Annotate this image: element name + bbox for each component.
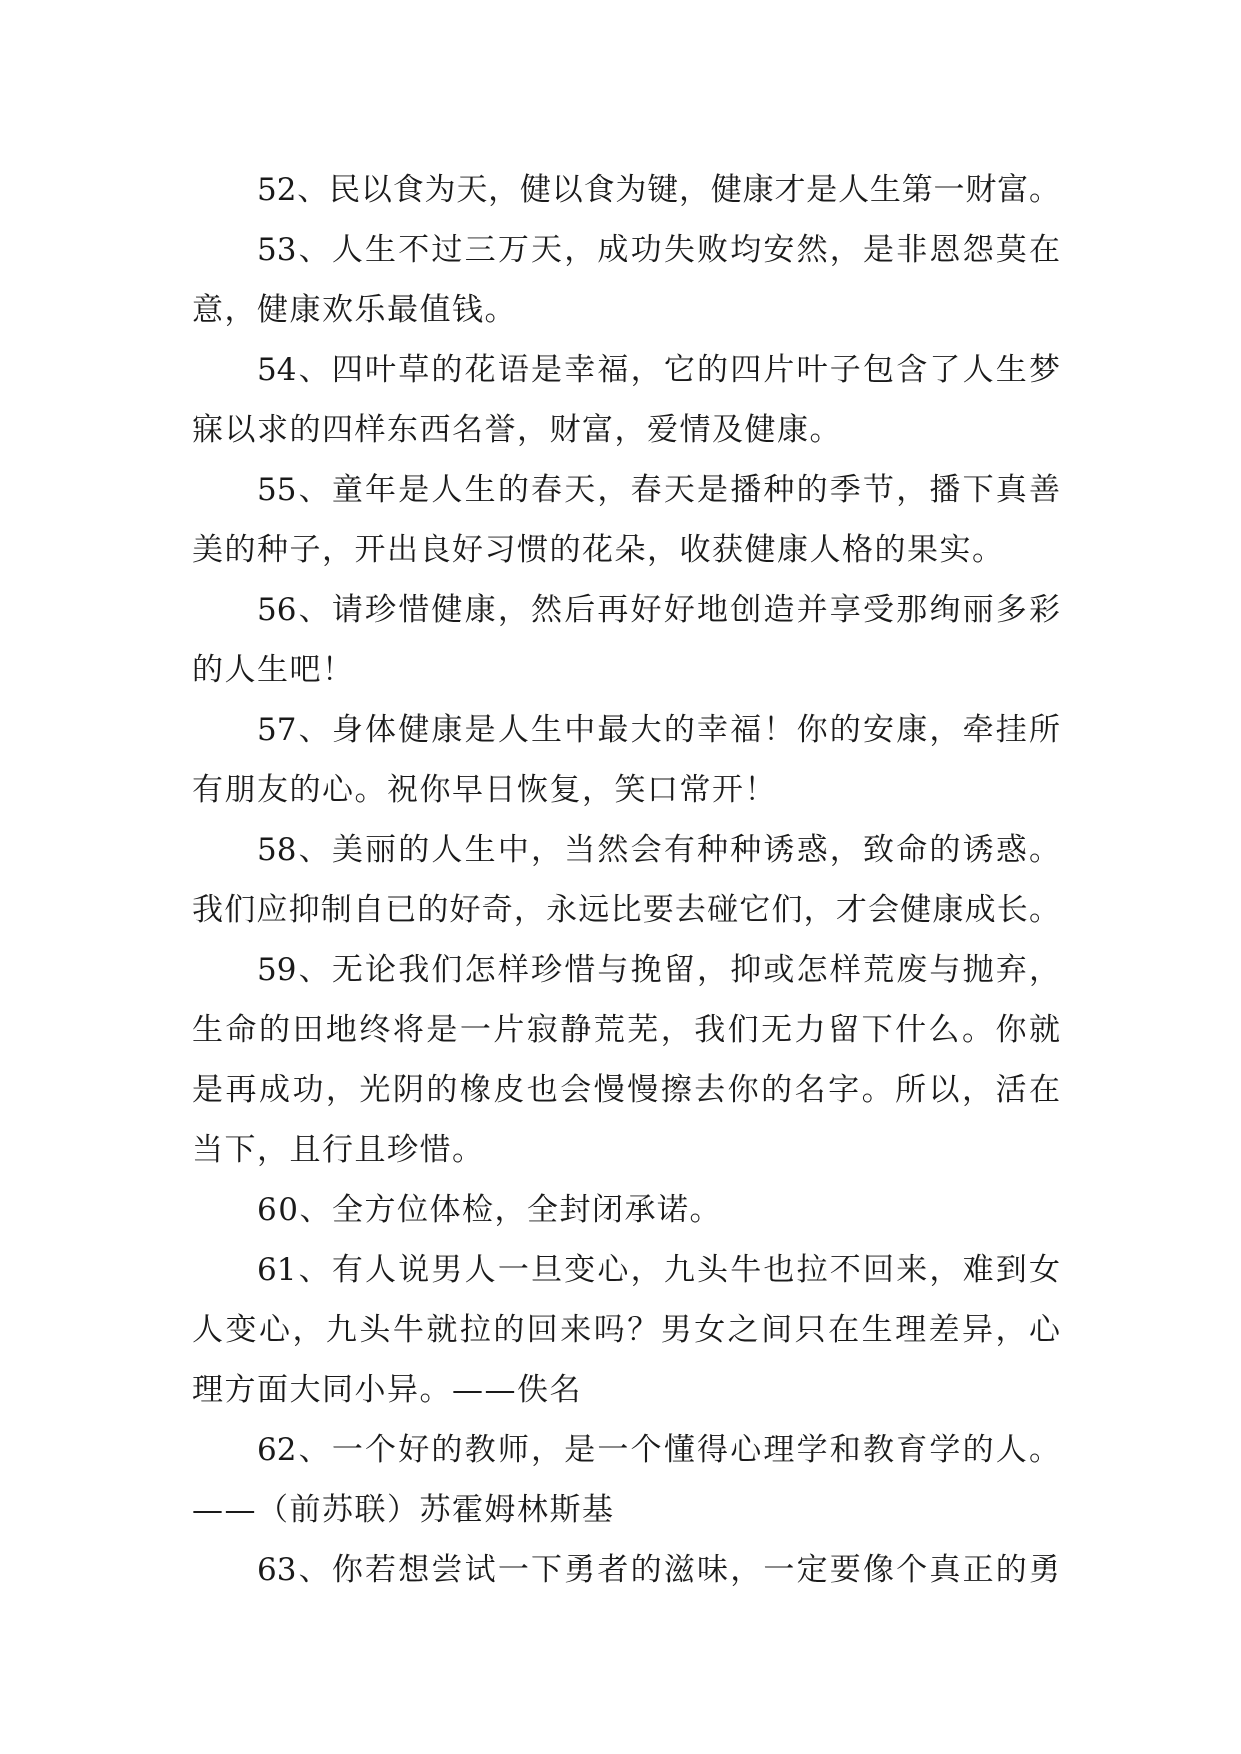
text-line: 56、请珍惜健康，然后再好好地创造并享受那绚丽多彩: [257, 592, 1060, 628]
text-line: 寐以求的四样东西名誉，财富，爱情及健康。: [192, 412, 842, 448]
text-line: 63、你若想尝试一下勇者的滋味，一定要像个真正的勇: [257, 1552, 1060, 1588]
text-line: 52、民以食为天，健以食为键，健康才是人生第一财富。: [257, 172, 1060, 208]
text-line: 53、人生不过三万天，成功失败均安然，是非恩怨莫在: [257, 232, 1060, 268]
paragraph-54: [192, 340, 1060, 460]
text-line: 54、四叶草的花语是幸福，它的四片叶子包含了人生梦: [257, 352, 1060, 388]
paragraph-52: [192, 160, 1060, 220]
text-body: [192, 160, 1060, 1600]
paragraph-57: [192, 700, 1060, 820]
paragraph-56: [192, 580, 1060, 700]
text-line: 59、无论我们怎样珍惜与挽留，抑或怎样荒废与抛弃，: [257, 952, 1060, 988]
paragraph-63: [192, 1540, 1060, 1600]
paragraph-61: [192, 1240, 1060, 1420]
text-line: 我们应抑制自已的好奇，永远比要去碰它们，才会健康成长。: [192, 892, 1060, 928]
text-line: 有朋友的心。祝你早日恢复，笑口常开！: [192, 772, 777, 808]
text-line: 意，健康欢乐最值钱。: [192, 292, 517, 328]
text-line: 58、美丽的人生中，当然会有种种诱惑，致命的诱惑。: [257, 832, 1060, 868]
text-line: 生命的田地终将是一片寂静荒芜，我们无力留下什么。你就: [192, 1012, 1060, 1048]
paragraph-59: [192, 940, 1060, 1180]
paragraph-53: [192, 220, 1060, 340]
text-line: 是再成功，光阴的橡皮也会慢慢擦去你的名字。所以，活在: [192, 1072, 1060, 1108]
paragraph-55: [192, 460, 1060, 580]
text-line: 62、一个好的教师，是一个懂得心理学和教育学的人。: [257, 1432, 1060, 1468]
text-line: ——（前苏联）苏霍姆林斯基: [192, 1492, 615, 1528]
paragraph-60: [192, 1180, 1060, 1240]
text-line: 理方面大同小异。——佚名: [192, 1372, 582, 1408]
text-line: 60、全方位体检，全封闭承诺。: [257, 1192, 722, 1228]
text-line: 57、身体健康是人生中最大的幸福！你的安康，牵挂所: [257, 712, 1060, 748]
text-line: 人变心，九头牛就拉的回来吗？男女之间只在生理差异，心: [192, 1312, 1060, 1348]
text-line: 61、有人说男人一旦变心，九头牛也拉不回来，难到女: [257, 1252, 1060, 1288]
text-line: 的人生吧！: [192, 652, 355, 688]
text-line: 55、童年是人生的春天，春天是播种的季节，播下真善: [257, 472, 1060, 508]
text-line: 美的种子，开出良好习惯的花朵，收获健康人格的果实。: [192, 532, 1005, 568]
text-line: 当下，且行且珍惜。: [192, 1132, 485, 1168]
paragraph-62: [192, 1420, 1060, 1540]
paragraph-58: [192, 820, 1060, 940]
